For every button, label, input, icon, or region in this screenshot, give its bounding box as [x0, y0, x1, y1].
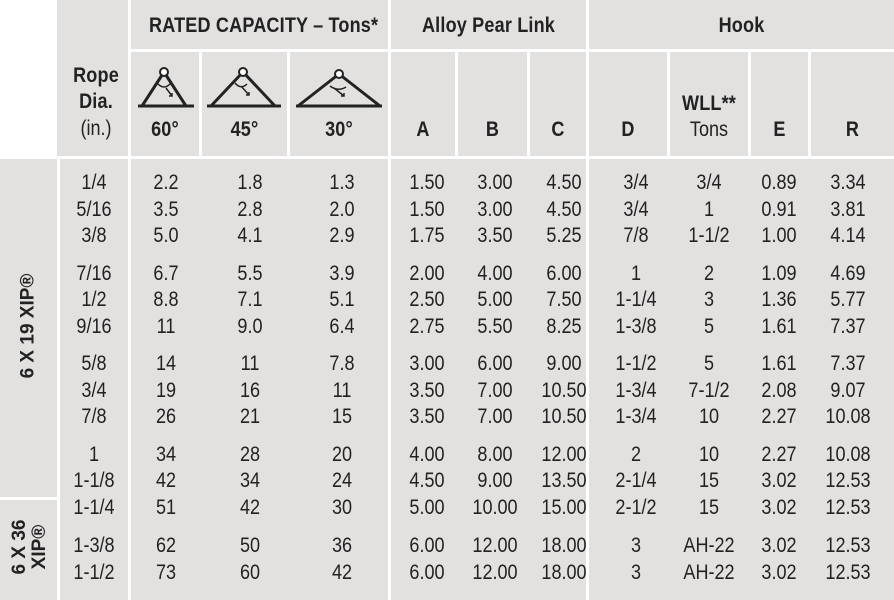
cap-30-cell: 36 — [331, 534, 353, 557]
rope-dia-cell: 1-1/2 — [73, 561, 115, 584]
sling-60-degree-icon — [136, 66, 196, 110]
cap-30-cell: 2.0 — [329, 198, 355, 221]
hook-wll-cell: 5 — [703, 315, 715, 338]
rope-dia-label-3: (in.) — [80, 117, 112, 140]
cap-30-cell: 11 — [332, 379, 352, 402]
link-c-cell: 7.50 — [546, 288, 582, 311]
cap-60-cell: 26 — [155, 405, 177, 428]
hook-r-cell: 9.07 — [830, 379, 866, 402]
cap-45-cell: 16 — [239, 379, 261, 402]
hook-r-cell: 12.53 — [825, 469, 871, 492]
cap-30-cell: 6.4 — [329, 315, 355, 338]
col-wll-1: WLL** — [681, 92, 737, 115]
hook-e-cell: 3.02 — [761, 496, 797, 519]
cap-45-cell: 28 — [239, 443, 261, 466]
rope-dia-cell: 9/16 — [76, 315, 112, 338]
link-c-cell: 8.25 — [546, 315, 582, 338]
hook-wll-cell: 7-1/2 — [688, 379, 730, 402]
link-c-cell: 6.00 — [546, 262, 582, 285]
cap-60-cell: 42 — [155, 469, 177, 492]
hook-e-cell: 3.02 — [761, 561, 797, 584]
hook-r-cell: 3.34 — [830, 171, 866, 194]
rope-dia-cell: 1-1/4 — [73, 496, 115, 519]
hook-header: Hook — [718, 14, 765, 37]
col-45: 45° — [230, 118, 259, 141]
cap-30-cell: 15 — [331, 405, 353, 428]
hook-r-cell: 3.81 — [830, 198, 866, 221]
hook-r-cell: 4.14 — [830, 224, 866, 247]
link-c-cell: 4.50 — [546, 198, 582, 221]
hook-d-cell: 1 — [630, 262, 642, 285]
hook-e-cell: 1.00 — [761, 224, 797, 247]
cap-60-cell: 14 — [155, 352, 177, 375]
link-c-cell: 18.00 — [541, 534, 587, 557]
hook-wll-cell: 1 — [703, 198, 715, 221]
cap-45-cell: 1.8 — [237, 171, 263, 194]
sling-30-degree-icon — [294, 66, 384, 110]
hook-e-cell: 1.61 — [761, 315, 797, 338]
link-a-cell: 3.50 — [409, 379, 445, 402]
hook-d-cell: 3/4 — [623, 198, 649, 221]
link-b-cell: 12.00 — [472, 561, 518, 584]
divider — [667, 52, 670, 158]
cap-60-cell: 62 — [155, 534, 177, 557]
cap-30-cell: 7.8 — [329, 352, 355, 375]
link-c-cell: 9.00 — [546, 352, 582, 375]
hook-e-cell: 3.02 — [761, 534, 797, 557]
hook-wll-cell: 3 — [703, 288, 715, 311]
hook-e-cell: 1.36 — [761, 288, 797, 311]
rope-dia-cell: 5/8 — [81, 352, 107, 375]
col-30: 30° — [325, 118, 353, 141]
link-b-cell: 7.00 — [477, 379, 513, 402]
hook-e-cell: 0.89 — [761, 171, 797, 194]
hook-d-cell: 1-1/2 — [615, 352, 657, 375]
cap-45-cell: 60 — [239, 561, 261, 584]
divider — [0, 497, 57, 500]
hook-wll-cell: 15 — [698, 469, 720, 492]
hook-r-cell: 12.53 — [825, 496, 871, 519]
row-group-6x36-line1: 6 X 36 — [9, 519, 30, 575]
link-c-cell: 13.50 — [541, 469, 587, 492]
divider — [287, 52, 290, 158]
col-a: A — [416, 118, 430, 141]
hook-wll-cell: 15 — [698, 496, 720, 519]
cap-30-cell: 5.1 — [329, 288, 355, 311]
col-60: 60° — [151, 118, 179, 141]
link-a-cell: 2.00 — [409, 262, 445, 285]
cap-45-cell: 42 — [239, 496, 261, 519]
cap-30-cell: 2.9 — [329, 224, 355, 247]
rope-dia-cell: 3/8 — [81, 224, 107, 247]
col-wll-2: Tons — [689, 118, 729, 141]
hook-r-cell: 7.37 — [830, 352, 866, 375]
col-d: D — [621, 118, 635, 141]
link-c-cell: 12.00 — [541, 443, 587, 466]
link-b-cell: 6.00 — [477, 352, 513, 375]
hook-wll-cell: 3/4 — [696, 171, 722, 194]
divider — [199, 52, 202, 158]
hook-wll-cell: 10 — [698, 443, 720, 466]
hook-r-cell: 12.53 — [825, 561, 871, 584]
link-a-cell: 4.00 — [409, 443, 445, 466]
hook-d-cell: 3 — [630, 534, 642, 557]
link-b-cell: 5.00 — [477, 288, 513, 311]
cap-45-cell: 34 — [239, 469, 261, 492]
hook-d-cell: 1-3/4 — [615, 379, 657, 402]
col-e: E — [773, 118, 786, 141]
rope-dia-cell: 1-1/8 — [73, 469, 115, 492]
cap-60-cell: 19 — [155, 379, 177, 402]
rope-dia-cell: 1/2 — [81, 288, 107, 311]
hook-d-cell: 1-1/4 — [615, 288, 657, 311]
hook-d-cell: 1-3/8 — [615, 315, 657, 338]
link-b-cell: 9.00 — [477, 469, 513, 492]
link-c-cell: 18.00 — [541, 561, 587, 584]
hook-e-cell: 2.27 — [761, 405, 797, 428]
divider — [128, 0, 131, 600]
cap-45-cell: 7.1 — [237, 288, 263, 311]
link-b-cell: 4.00 — [477, 262, 513, 285]
link-b-cell: 8.00 — [477, 443, 513, 466]
rated-capacity-header: RATED CAPACITY – Tons* — [148, 14, 379, 37]
link-c-cell: 5.25 — [546, 224, 582, 247]
cap-60-cell: 34 — [155, 443, 177, 466]
rope-dia-cell: 3/4 — [81, 379, 107, 402]
hook-e-cell: 1.61 — [761, 352, 797, 375]
link-b-cell: 5.50 — [477, 315, 513, 338]
cap-45-cell: 50 — [239, 534, 261, 557]
cap-60-cell: 3.5 — [153, 198, 179, 221]
pear-link-header: Alloy Pear Link — [421, 14, 556, 37]
sling-45-degree-icon — [205, 66, 283, 110]
link-a-cell: 1.50 — [409, 198, 445, 221]
cap-45-cell: 2.8 — [237, 198, 263, 221]
hook-d-cell: 1-3/4 — [615, 405, 657, 428]
hook-wll-cell: 10 — [698, 405, 720, 428]
hook-r-cell: 4.69 — [830, 262, 866, 285]
hook-r-cell: 10.08 — [825, 405, 871, 428]
link-a-cell: 3.00 — [409, 352, 445, 375]
rope-dia-label-2: Dia. — [79, 90, 113, 113]
hook-wll-cell: 2 — [703, 262, 715, 285]
link-a-cell: 1.75 — [409, 224, 445, 247]
link-a-cell: 4.50 — [409, 469, 445, 492]
link-b-cell: 7.00 — [477, 405, 513, 428]
hook-wll-cell: AH-22 — [683, 561, 735, 584]
link-b-cell: 10.00 — [472, 496, 518, 519]
link-a-cell: 3.50 — [409, 405, 445, 428]
cap-30-cell: 1.3 — [329, 171, 355, 194]
link-a-cell: 2.75 — [409, 315, 445, 338]
cap-45-cell: 5.5 — [237, 262, 263, 285]
rope-dia-cell: 5/16 — [76, 198, 112, 221]
cap-60-cell: 8.8 — [153, 288, 179, 311]
hook-r-cell: 10.08 — [825, 443, 871, 466]
hook-r-cell: 12.53 — [825, 534, 871, 557]
cap-30-cell: 20 — [331, 443, 353, 466]
cap-60-cell: 11 — [156, 315, 176, 338]
rope-dia-cell: 7/16 — [76, 262, 112, 285]
hook-d-cell: 2-1/2 — [615, 496, 657, 519]
col-b: B — [485, 118, 500, 141]
cap-30-cell: 30 — [331, 496, 353, 519]
hook-wll-cell: 5 — [703, 352, 715, 375]
hook-d-cell: 3/4 — [623, 171, 649, 194]
cap-45-cell: 4.1 — [237, 224, 263, 247]
cap-60-cell: 5.0 — [153, 224, 179, 247]
cap-60-cell: 51 — [155, 496, 177, 519]
link-a-cell: 6.00 — [409, 561, 445, 584]
cap-30-cell: 3.9 — [329, 262, 355, 285]
hook-e-cell: 1.09 — [761, 262, 797, 285]
rope-dia-cell: 7/8 — [81, 405, 107, 428]
link-b-cell: 3.50 — [477, 224, 513, 247]
divider — [0, 156, 894, 159]
divider — [128, 49, 894, 52]
cap-45-cell: 9.0 — [237, 315, 263, 338]
link-b-cell: 3.00 — [477, 171, 513, 194]
divider — [748, 52, 751, 158]
divider — [57, 158, 60, 600]
hook-d-cell: 2 — [630, 443, 642, 466]
hook-wll-cell: 1-1/2 — [688, 224, 730, 247]
hook-r-cell: 7.37 — [830, 315, 866, 338]
rope-dia-cell: 1 — [88, 443, 100, 466]
link-b-cell: 3.00 — [477, 198, 513, 221]
link-a-cell: 6.00 — [409, 534, 445, 557]
hook-wll-cell: AH-22 — [683, 534, 735, 557]
hook-d-cell: 2-1/4 — [615, 469, 657, 492]
cap-60-cell: 2.2 — [153, 171, 179, 194]
link-a-cell: 5.00 — [409, 496, 445, 519]
hook-e-cell: 2.27 — [761, 443, 797, 466]
col-c: C — [551, 118, 565, 141]
divider — [527, 52, 530, 158]
cap-30-cell: 24 — [331, 469, 353, 492]
link-a-cell: 2.50 — [409, 288, 445, 311]
hook-e-cell: 3.02 — [761, 469, 797, 492]
link-c-cell: 15.00 — [541, 496, 587, 519]
link-c-cell: 4.50 — [546, 171, 582, 194]
cap-45-cell: 11 — [240, 352, 260, 375]
hook-e-cell: 2.08 — [761, 379, 797, 402]
link-c-cell: 10.50 — [541, 405, 587, 428]
rope-dia-cell: 1/4 — [81, 171, 107, 194]
divider — [388, 0, 391, 600]
hook-r-cell: 5.77 — [830, 288, 866, 311]
cap-30-cell: 42 — [331, 561, 353, 584]
col-r: R — [845, 118, 860, 141]
divider — [808, 52, 811, 158]
row-group-6x36-line2: XIP® — [29, 524, 50, 570]
divider — [455, 52, 458, 158]
rope-dia-cell: 1-3/8 — [73, 534, 115, 557]
cap-60-cell: 6.7 — [153, 262, 179, 285]
link-b-cell: 12.00 — [472, 534, 518, 557]
cap-60-cell: 73 — [155, 561, 177, 584]
link-c-cell: 10.50 — [541, 379, 587, 402]
row-group-6x19: 6 X 19 XIP® — [17, 273, 39, 379]
hook-d-cell: 3 — [630, 561, 642, 584]
link-a-cell: 1.50 — [409, 171, 445, 194]
hook-d-cell: 7/8 — [623, 224, 649, 247]
rope-dia-label-1: Rope — [73, 64, 119, 87]
cap-45-cell: 21 — [239, 405, 261, 428]
hook-e-cell: 0.91 — [761, 198, 797, 221]
